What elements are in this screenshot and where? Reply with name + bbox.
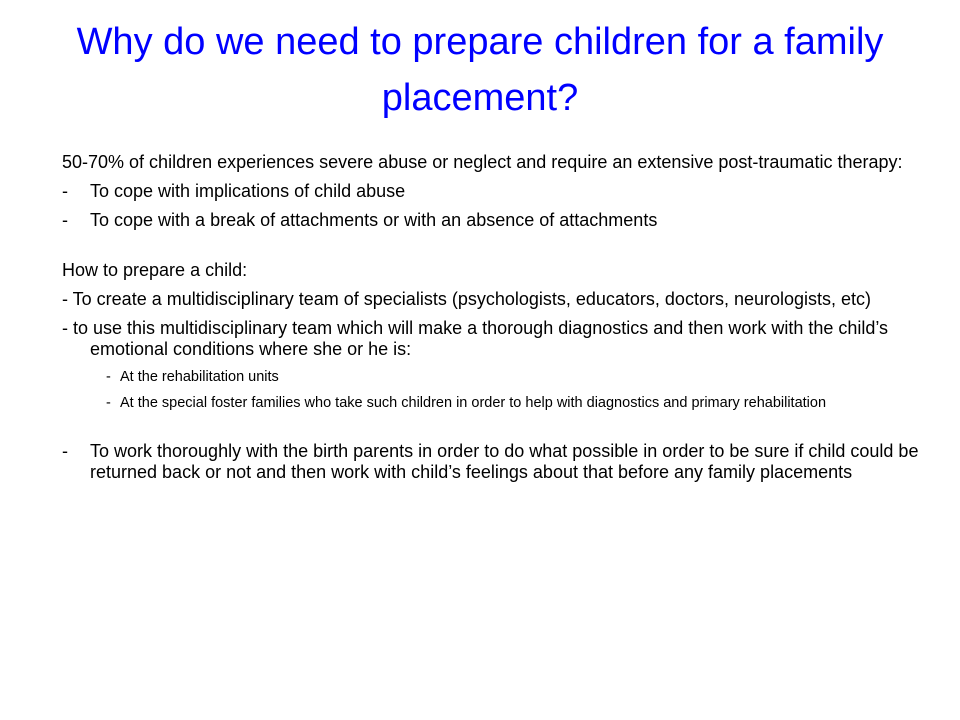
section2-point-2: - to use this multidisciplinary team which will make a thorough diagnostics and then work with the child’s emotional conditions where she or he is: bbox=[62, 318, 889, 359]
section1-item-1-text: To cope with implications of child abuse bbox=[90, 181, 406, 201]
section1-item-2 bbox=[62, 210, 922, 231]
section1-intro: 50-70% of children experiences severe abuse or neglect and require an extensive post-traumatic therapy: bbox=[62, 152, 903, 172]
dash-bullet: - bbox=[106, 395, 111, 411]
section2-subitem-2 bbox=[62, 394, 922, 412]
section1-item-1 bbox=[62, 181, 922, 202]
section2-point-1: - To create a multidisciplinary team of specialists (psychologists, educators, doctors, neurologists, etc) bbox=[62, 289, 872, 309]
slide-title: Why do we need to prepare children for a family placement? bbox=[76, 21, 884, 119]
section1-item-2-text: To cope with a break of attachments or with an absence of attachments bbox=[90, 210, 658, 230]
section2-heading: How to prepare a child: bbox=[62, 260, 248, 280]
dash-bullet: - bbox=[62, 441, 68, 461]
section2-point-3-text: To work thoroughly with the birth parents in order to do what possible in order to be sure if child could be returned back or not and then work with child’s feelings about that before any family placements bbox=[90, 441, 919, 482]
section2-subitem-1 bbox=[62, 368, 922, 386]
section2-subitem-2-text: At the special foster families who take such children in order to help with diagnostics and primary rehabilitation bbox=[120, 395, 827, 411]
dash-bullet: - bbox=[106, 369, 111, 385]
dash-bullet: - bbox=[62, 181, 68, 201]
dash-bullet: - bbox=[62, 210, 68, 230]
section2-subitem-1-text: At the rehabilitation units bbox=[120, 369, 279, 385]
slide-body bbox=[62, 152, 922, 483]
section2-point-3 bbox=[62, 441, 922, 483]
